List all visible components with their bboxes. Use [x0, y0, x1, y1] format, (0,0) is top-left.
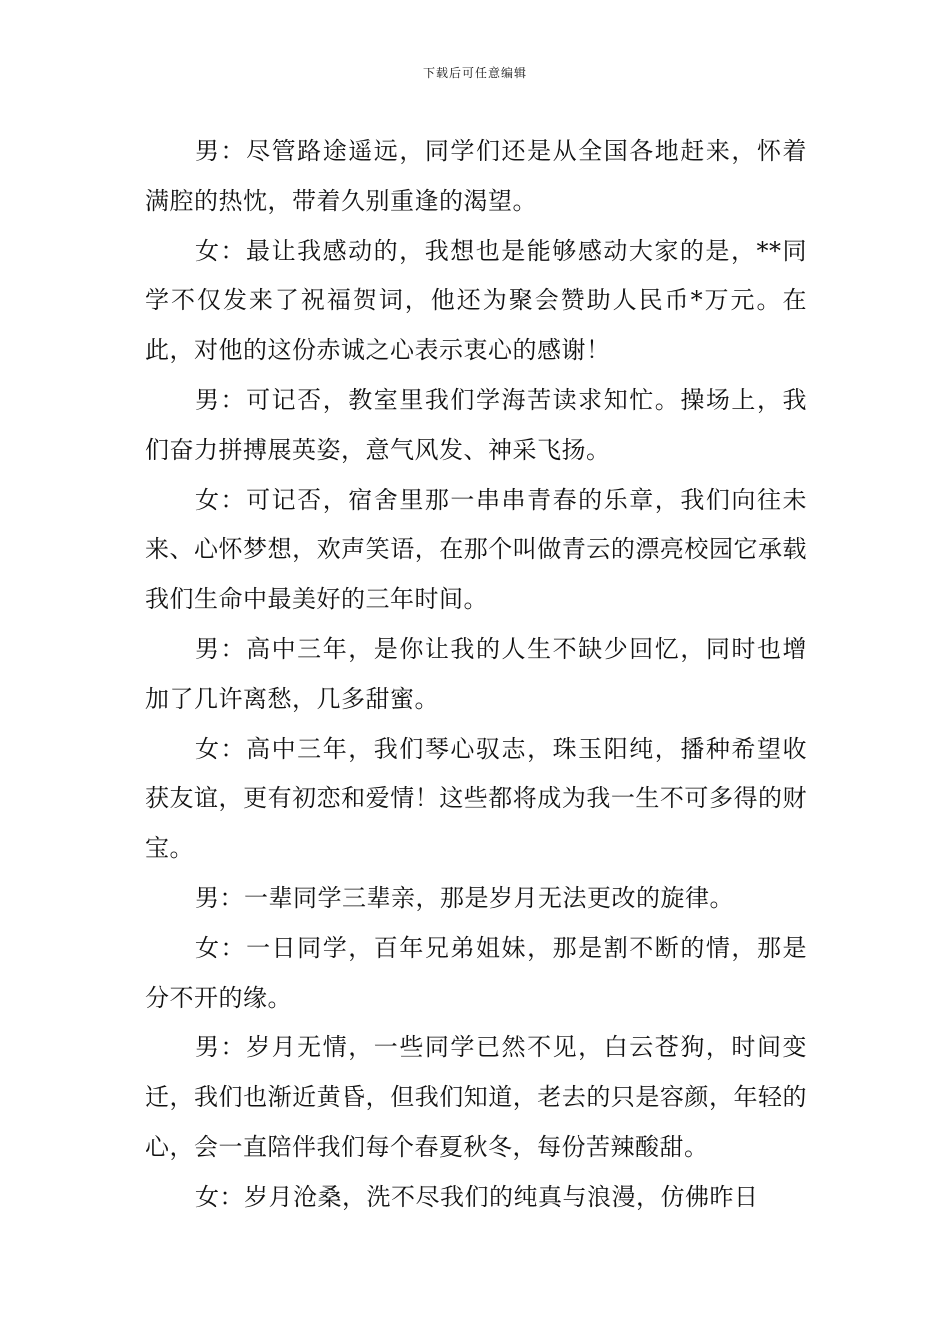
paragraph: 男：岁月无情，一些同学已然不见，白云苍狗，时间变迁，我们也渐近黄昏，但我们知道，老去的只是容颜，年轻的心，会一直陪伴我们每个春夏秋冬，每份苦辣酸甜。	[145, 1033, 807, 1161]
paragraph: 女：岁月沧桑，洗不尽我们的纯真与浪漫，仿佛昨日	[195, 1182, 759, 1211]
paragraph: 女：高中三年，我们琴心驭志，珠玉阳纯，播种希望收获友谊，更有初恋和爱情！这些都将成为我一生不可多得的财宝。	[145, 734, 807, 863]
page-header: 下载后可任意编辑	[422, 66, 527, 80]
paragraph: 男：高中三年，是你让我的人生不缺少回忆，同时也增加了几许离愁，几多甜蜜。	[145, 634, 807, 713]
paragraph: 男：尽管路途遥远，同学们还是从全国各地赶来，怀着满腔的热忱，带着久别重逢的渴望。	[145, 137, 807, 215]
document-body	[145, 127, 807, 1223]
paragraph: 男：一辈同学三辈亲，那是岁月无法更改的旋律。	[195, 883, 734, 912]
paragraph: 女：可记否，宿舍里那一串串青春的乐章，我们向往未来、心怀梦想，欢声笑语，在那个叫做青云的漂亮校园它承载我们生命中最美好的三年时间。	[145, 485, 807, 614]
paragraph: 男：可记否，教室里我们学海苦读求知忙。操场上，我们奋力拼搏展英姿，意气风发、神采飞扬。	[145, 385, 807, 464]
paragraph: 女：一日同学，百年兄弟姐妹，那是割不断的情，那是分不开的缘。	[145, 933, 807, 1012]
paragraph: 女：最让我感动的，我想也是能够感动大家的是，**同学不仅发来了祝福贺词，他还为聚会赞助人民币*万元。在此，对他的这份赤诚之心表示衷心的感谢！	[145, 236, 807, 365]
